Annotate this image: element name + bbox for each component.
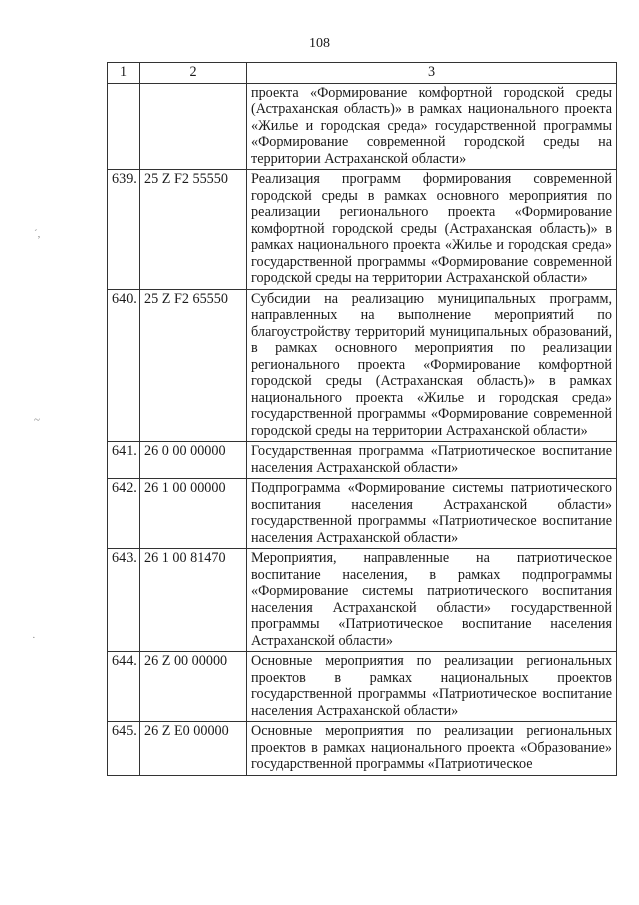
row-description: Государственная программа «Патриотическое воспитание населения Астраханской области» (247, 442, 617, 479)
row-number: 642. (108, 479, 140, 549)
table-row (108, 83, 617, 170)
page-number: 108 (309, 36, 330, 51)
table-row (108, 170, 617, 290)
row-code (140, 83, 247, 170)
table-row (108, 549, 617, 652)
column-header: 1 (108, 63, 140, 84)
classification-table (107, 62, 617, 776)
scan-mark: ~ (34, 414, 40, 426)
table-row (108, 442, 617, 479)
row-code: 26 1 00 00000 (140, 479, 247, 549)
row-number (108, 83, 140, 170)
row-description: Субсидии на реализацию муниципальных программ, направленных на выполнение мероприятий по благоустройству территорий муниципальных образований, в рамках основного мероприятия по реализации регионального проекта «Формирование комфортной городской среды (Астраханская область)» в рамках национального проекта «Жилье и городская среда» государственной программы «Формирование современной городской среды на территории Астраханской области» (247, 289, 617, 442)
row-number: 641. (108, 442, 140, 479)
row-number: 639. (108, 170, 140, 290)
row-number: 645. (108, 722, 140, 776)
row-code: 25 Z F2 55550 (140, 170, 247, 290)
row-number: 644. (108, 652, 140, 722)
row-number: 640. (108, 289, 140, 442)
row-description: Основные мероприятия по реализации региональных проектов в рамках национального проекта «Образование» государственной программы «Патриотическое (247, 722, 617, 776)
table-header-row (108, 63, 617, 84)
column-header: 2 (140, 63, 247, 84)
row-description: Подпрограмма «Формирование системы патриотического воспитания населения Астраханской области» государственной программы «Патриотическое воспитание населения Астраханской области» (247, 479, 617, 549)
row-description: Основные мероприятия по реализации региональных проектов в рамках национальных проектов государственной программы «Патриотическое воспитание населения Астраханской области» (247, 652, 617, 722)
row-code: 26 Z E0 00000 (140, 722, 247, 776)
row-description: проекта «Формирование комфортной городской среды (Астраханская область)» в рамках национального проекта «Жилье и городская среда» государственной программы «Формирование современной городской среды на территории Астраханской области» (247, 83, 617, 170)
row-code: 26 0 00 00000 (140, 442, 247, 479)
table-row (108, 652, 617, 722)
row-code: 25 Z F2 65550 (140, 289, 247, 442)
row-description: Мероприятия, направленные на патриотическое воспитание населения, в рамках подпрограммы «Формирование системы патриотического воспитания населения Астраханской области» государственной программы «Патриотическое воспитание населения Астраханской области» (247, 549, 617, 652)
table-row (108, 289, 617, 442)
scan-mark: ´, (34, 228, 41, 240)
table-row (108, 479, 617, 549)
scan-mark: · (32, 632, 36, 644)
row-code: 26 Z 00 00000 (140, 652, 247, 722)
row-code: 26 1 00 81470 (140, 549, 247, 652)
row-description: Реализация программ формирования современной городской среды в рамках основного мероприятия по реализации регионального проекта «Формирование комфортной городской среды (Астраханская область)» в рамках национального проекта «Жилье и городская среда» государственной программы «Формирование современной городской среды на территории Астраханской области» (247, 170, 617, 290)
column-header: 3 (247, 63, 617, 84)
table-row (108, 722, 617, 776)
row-number: 643. (108, 549, 140, 652)
